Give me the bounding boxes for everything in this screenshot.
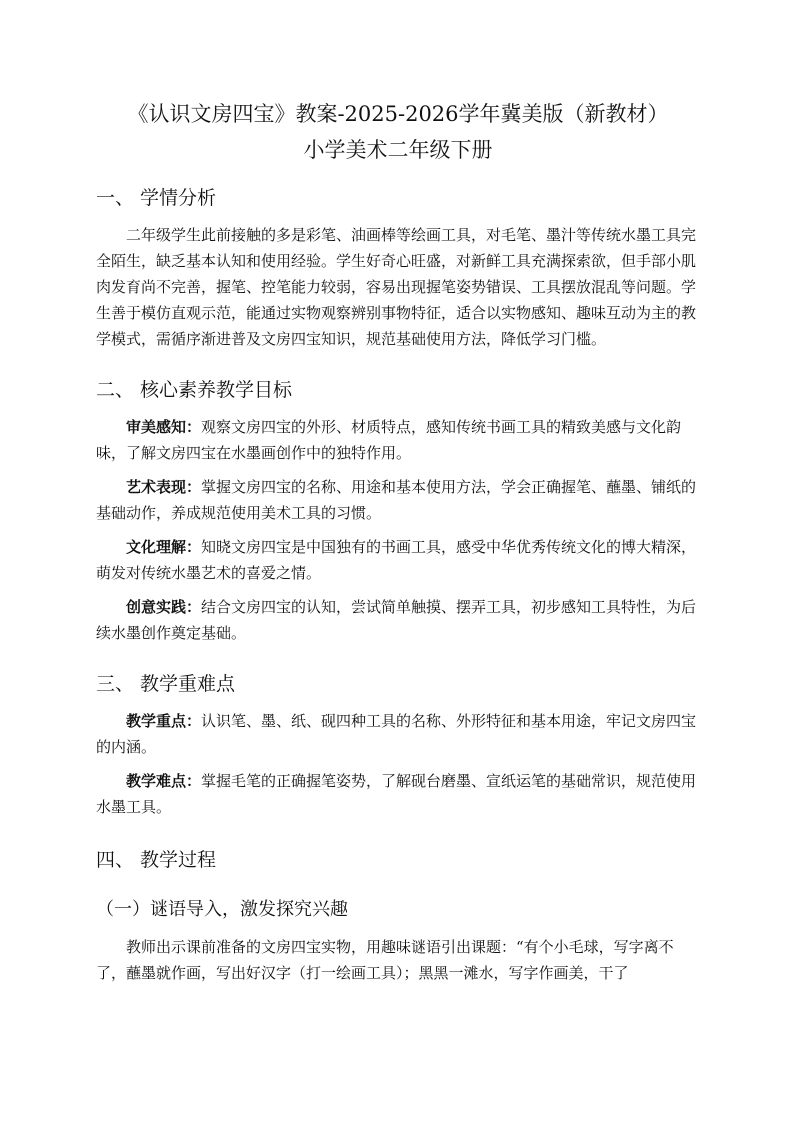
section-heading-process: 四、 教学过程 bbox=[96, 849, 217, 871]
document-title-line-1: 《认识文房四宝》教案-2025-2026学年冀美版（新教材） bbox=[127, 102, 669, 126]
key-point-label: 教学重点： bbox=[126, 712, 202, 730]
objective-label: 文化理解： bbox=[126, 538, 202, 556]
learner-analysis-paragraph: 二年级学生此前接触的多是彩笔、油画棒等绘画工具，对毛笔、墨汁等传统水墨工具完全陌生，缺乏基本认知和使用经验。学生好奇心旺盛，对新鲜工具充满探索欲，但手部小肌肉发育尚不完善，握笔、控笔能力较弱，容易出现握笔姿势错误、工具摆放混乱等问题。学生善于模仿直观示范，能通过实物观察辨别事物特征，适合以实物感知、趣味互动为主的教学模式，需循序渐进普及文房四宝知识，规范基础使用方法，降低学习门槛。 bbox=[96, 226, 697, 348]
objective-creative bbox=[96, 594, 700, 646]
objective-text: 掌握文房四宝的名称、用途和基本使用方法，学会正确握笔、蘸墨、铺纸的基础动作，养成规范使用美术工具的习惯。 bbox=[96, 478, 697, 522]
objective-aesthetic bbox=[96, 414, 700, 466]
objective-cultural bbox=[96, 534, 700, 586]
key-point-text: 认识笔、墨、纸、砚四种工具的名称、外形特征和基本用途，牢记文房四宝的内涵。 bbox=[96, 712, 697, 756]
document-page bbox=[96, 96, 700, 986]
objective-text: 知晓文房四宝是中国独有的书画工具，感受中华优秀传统文化的博大精深，萌发对传统水墨艺术的喜爱之情。 bbox=[96, 538, 697, 582]
objective-text: 结合文房四宝的认知，尝试简单触摸、摆弄工具，初步感知工具特性，为后续水墨创作奠定基础。 bbox=[96, 598, 697, 642]
subsection-heading-riddle-intro: （一）谜语导入，激发探究兴趣 bbox=[96, 899, 348, 920]
objective-artistic bbox=[96, 474, 700, 526]
key-point bbox=[96, 708, 700, 760]
section-heading-objectives: 二、 核心素养教学目标 bbox=[96, 379, 293, 401]
objective-text: 观察文房四宝的外形、材质特点，感知传统书画工具的精致美感与文化韵味，了解文房四宝在水墨画创作中的独特作用。 bbox=[96, 418, 682, 462]
section-heading-learner-analysis: 一、 学情分析 bbox=[96, 187, 217, 209]
difficult-point-label: 教学难点： bbox=[126, 772, 202, 790]
section-heading-key-points: 三、 教学重难点 bbox=[96, 673, 236, 695]
difficult-point bbox=[96, 768, 700, 820]
objective-label: 审美感知： bbox=[126, 418, 202, 436]
document-title-line-2: 小学美术二年级下册 bbox=[303, 138, 493, 162]
riddle-intro-paragraph: 教师出示课前准备的文房四宝实物，用趣味谜语引出课题：“有个小毛球，写字离不了，蘸墨就作画，写出好汉字（打一绘画工具）；黑黑一滩水，写字作画美，干了 bbox=[96, 938, 674, 982]
objective-label: 艺术表现： bbox=[126, 478, 202, 496]
objective-label: 创意实践： bbox=[126, 598, 202, 616]
difficult-point-text: 掌握毛笔的正确握笔姿势，了解砚台磨墨、宣纸运笔的基础常识，规范使用水墨工具。 bbox=[96, 772, 697, 816]
